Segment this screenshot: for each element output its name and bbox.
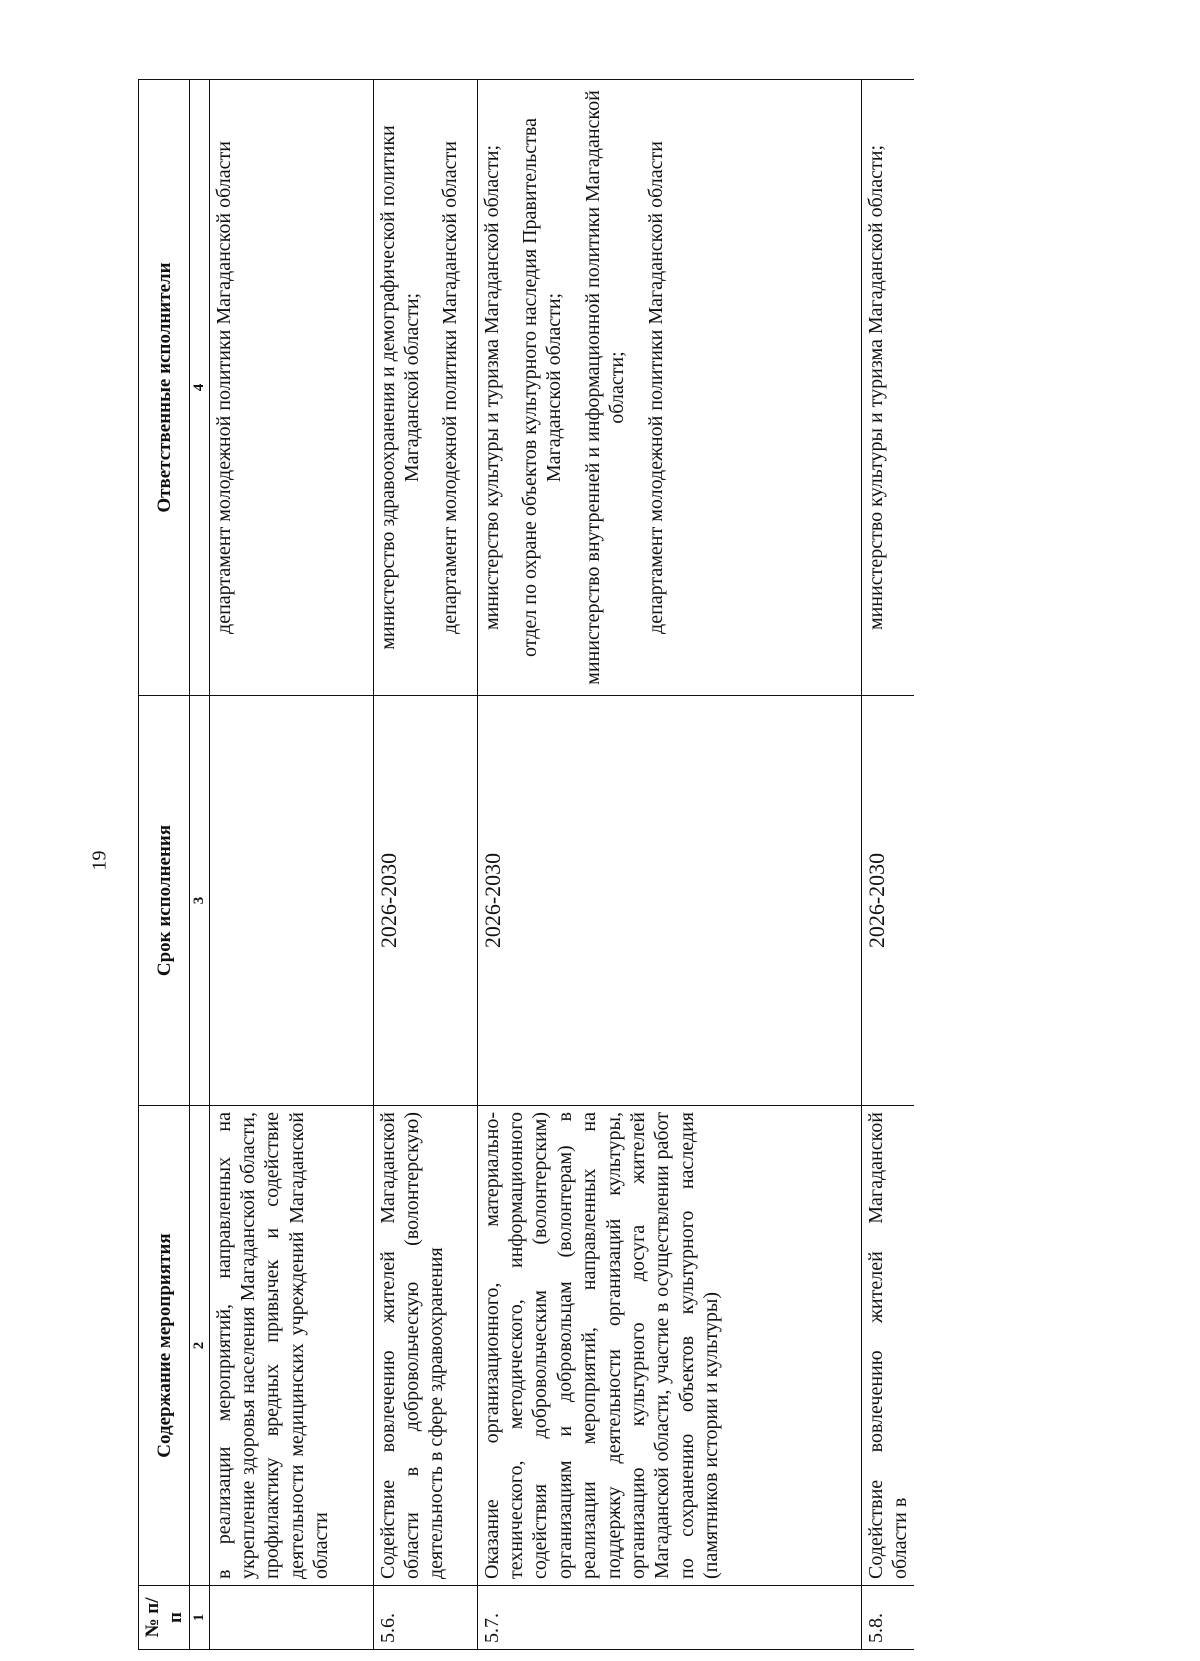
row-number: 5.8. [861,1586,914,1650]
table-row [373,80,477,1650]
table-row [477,80,861,1650]
responsible-line: министерство культуры и туризма Магаданской области; [864,144,887,631]
row-responsible [209,80,373,696]
row-term [209,696,373,1106]
column-number: 2 [190,1106,209,1586]
header-term: Срок исполнения [139,696,190,1106]
row-content: в реализации мероприятий, направленных на укрепление здоровья населения Магаданской области, профилактику вредных привычек и содействие деятельности медицинских учреждений Магаданской области [209,1106,373,1586]
row-responsible [861,80,914,696]
responsible-line: департамент молодежной политики Магаданской области [439,141,462,634]
column-number: 1 [190,1586,209,1650]
table-header-row [139,80,190,1650]
row-number: 5.6. [373,1586,477,1650]
responsible-line: департамент молодежной политики Магаданской области [212,141,235,634]
row-content: Содействие вовлечению жителей Магаданской области в добровольческую (волонтерскую) деятельность в сфере здравоохранения [373,1106,477,1586]
responsible-line: министерство внутренней и информационной политики Магаданской области; [581,90,629,685]
column-number-row [190,80,209,1650]
responsible-line: министерство культуры и туризма Магаданской области; [480,144,503,631]
row-responsible [373,80,477,696]
row-term: 2026-2030 [861,696,914,1106]
row-content: Содействие вовлечению жителей Магаданской области в [861,1106,914,1586]
activities-table [138,79,914,1650]
row-term: 2026-2030 [373,696,477,1106]
column-number: 4 [190,80,209,696]
row-responsible [477,80,861,696]
header-number: № п/п [139,1586,190,1650]
table-row [209,80,373,1650]
row-term: 2026-2030 [477,696,861,1106]
rotated-page-content [138,80,968,1650]
responsible-line: министерство здравоохранения и демографической политики Магаданской области; [376,125,424,650]
column-number: 3 [190,696,209,1106]
responsible-line: департамент молодежной политики Магаданской области [644,141,667,634]
row-content: Оказание организационного, материально-технического, методического, информационного содействия добровольческим (волонтерским) организациям и добровольцам (волонтерам) в реализации мероприятий, направленных на поддержку деятельности организаций культуры, организацию культурного досуга жителей Магаданской области, участие в осуществлении работ по сохранению объектов культурного наследия (памятников истории и культуры) [477,1106,861,1586]
page-number: 19 [88,850,111,871]
row-number: 5.7. [477,1586,861,1650]
header-content: Содержание мероприятия [139,1106,190,1586]
header-responsible: Ответственные исполнители [139,80,190,696]
table-row [861,80,914,1650]
row-number [209,1586,373,1650]
responsible-line: отдел по охране объектов культурного наследия Правительства Магаданской области; [519,118,566,657]
